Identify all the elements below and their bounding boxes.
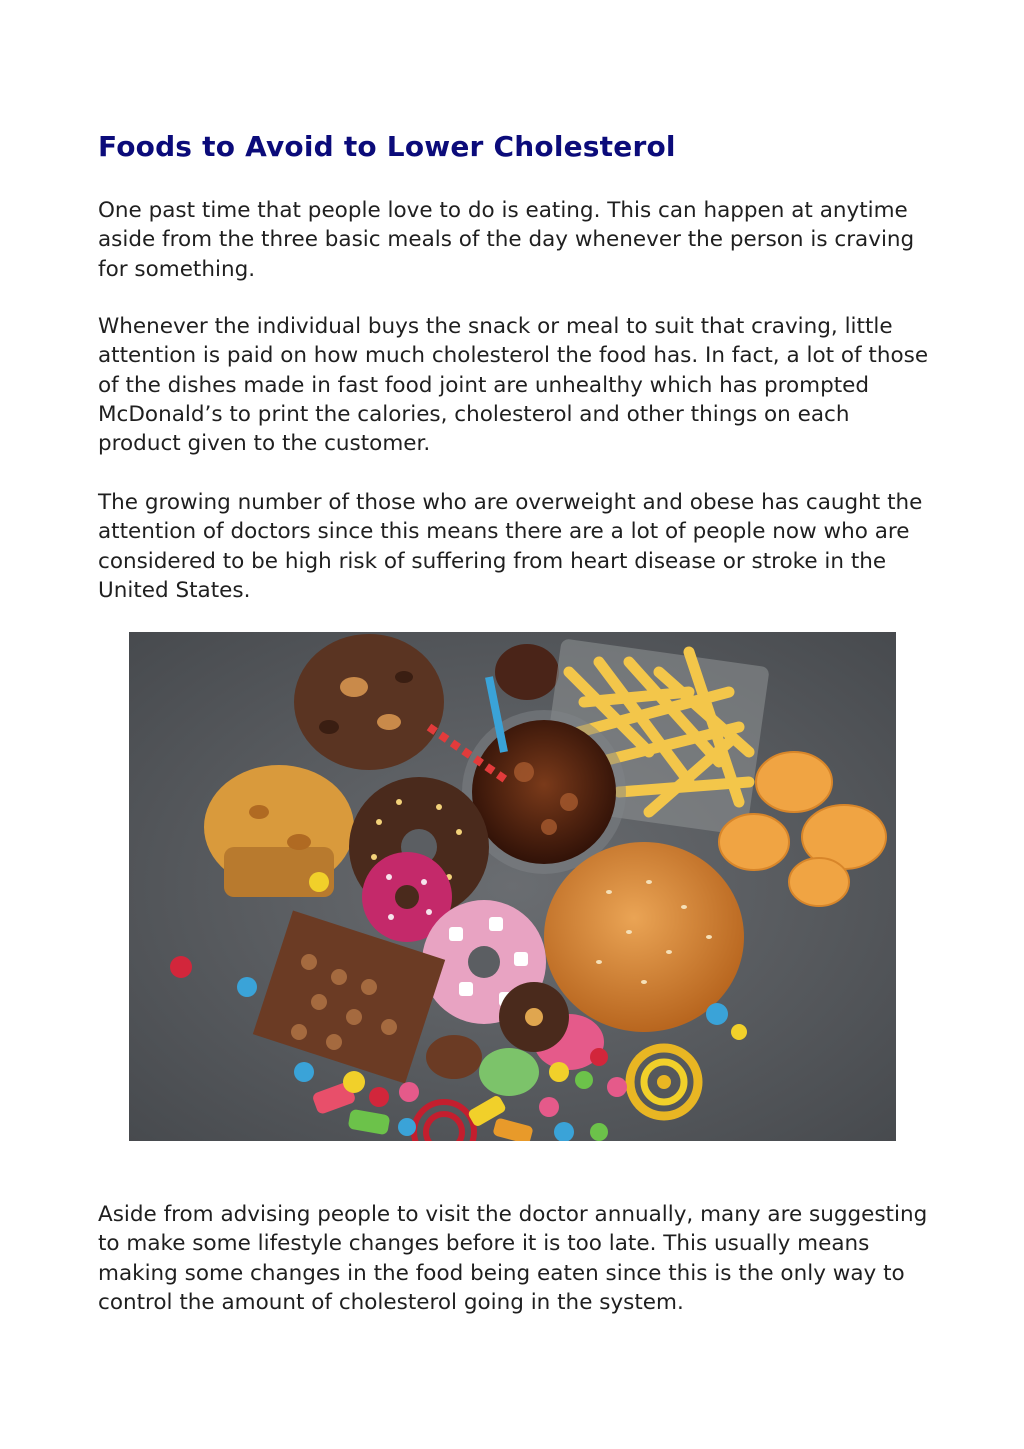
light-muffin [204,765,354,897]
small-donut [499,982,569,1052]
article [98,128,938,1315]
junk-food-photo [129,632,896,1141]
article-title: Foods to Avoid to Lower Cholesterol [98,130,676,163]
paragraph-2: Whenever the individual buys the snack or meal to suit that craving, little attention is paid on how much cholesterol the food has. In fact, a lot of those of the dishes made in fast food joint are unhealthy which has prompted McDonald’s to print the calories, cholesterol and other things on each product given to the customer. [98,314,929,457]
paragraph-4: Aside from advising people to visit the doctor annually, many are suggesting to make some lifestyle changes before it is too late. This usually means making some changes in the food being eaten since this is the only way to control the amount of cholesterol going in the system. [98,1202,928,1315]
paragraph-1: One past time that people love to do is eating. This can happen at anytime aside from the three basic meals of the day whenever the person is craving for something. [98,198,915,282]
dark-muffin [294,634,444,770]
paragraph-3: The growing number of those who are overweight and obese has caught the attention of doctors since this means there are a lot of people now who are considered to be high risk of suffering from heart disease or stroke in the United States. [98,490,923,603]
chocolate-cupcake [495,644,559,700]
